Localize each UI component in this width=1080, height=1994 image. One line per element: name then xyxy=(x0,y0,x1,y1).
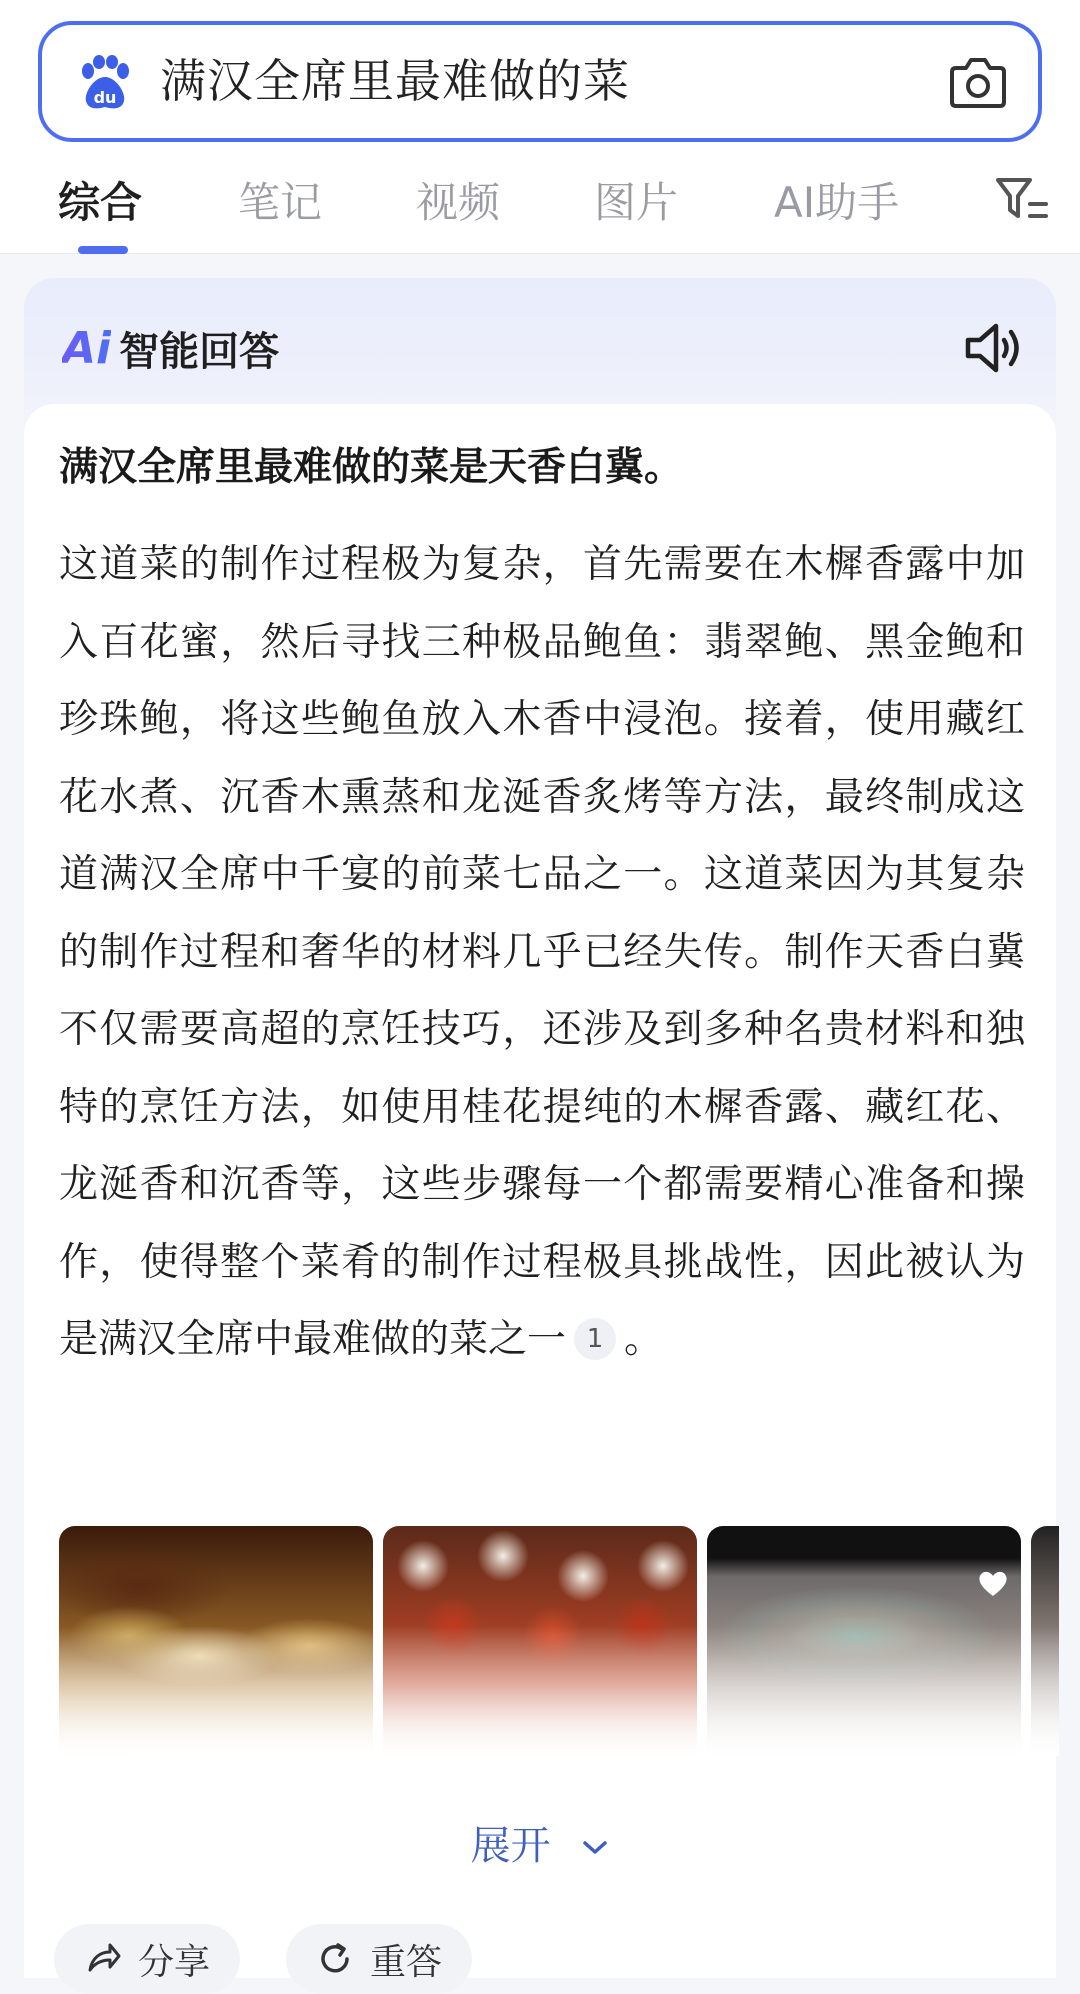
tab-videos[interactable]: 视频 xyxy=(416,178,501,227)
ai-logo: Ai xyxy=(62,322,112,374)
tab-notes[interactable]: 笔记 xyxy=(238,178,323,227)
share-button[interactable] xyxy=(54,1924,240,1994)
citation-badge[interactable]: 1 xyxy=(574,1318,616,1360)
regenerate-button[interactable] xyxy=(286,1924,472,1994)
ai-answer-header xyxy=(62,318,279,378)
tab-all[interactable]: 综合 xyxy=(58,178,143,227)
filter-icon[interactable] xyxy=(994,174,1050,226)
camera-icon[interactable] xyxy=(948,54,1008,110)
tab-ai-assistant[interactable]: AI助手 xyxy=(774,178,900,227)
active-tab-indicator xyxy=(78,246,128,254)
baidu-paw-icon[interactable] xyxy=(76,55,134,113)
gallery-image[interactable] xyxy=(383,1526,697,1756)
ai-answer-card xyxy=(24,278,1056,1983)
ai-answer-body xyxy=(24,404,1056,1983)
gallery-image[interactable] xyxy=(1031,1526,1059,1756)
regenerate-label: 重答 xyxy=(370,1941,443,1983)
heart-icon[interactable] xyxy=(977,1568,1009,1598)
share-label: 分享 xyxy=(138,1941,211,1983)
expand-label: 展开 xyxy=(470,1823,551,1869)
answer-text: 这道菜的制作过程极为复杂，首先需要在木樨香露中加入百花蜜，然后寻找三种极品鲍鱼：翡翠鲍、黑金鲍和珍珠鲍，将这些鲍鱼放入木香中浸泡。接着，使用藏红花水煮、沉香木熏蒸和龙涎香炙烤等方法，最终制成这道满汉全席中千宴的前菜七品之一。这道菜因为其复杂的制作过程和奢华的材料几乎已经失传。制作天香白冀不仅需要高超的烹饪技巧，还涉及到多种名贵材料和独特的烹饪方法，如使用桂花提纯的木樨香露、藏红花、龙涎香和沉香等，这些步骤每一个都需要精心准备和操作，使得整个菜肴的制作过程极具挑战性，因此被认为是满汉全席中最难做的菜之一 xyxy=(59,542,1025,1362)
answer-paragraph xyxy=(59,526,1025,1379)
search-box[interactable] xyxy=(38,21,1042,142)
tab-bar xyxy=(0,160,1080,254)
answer-lead: 满汉全席里最难做的菜是天香白冀。 xyxy=(59,445,684,490)
chevron-down-icon xyxy=(581,1839,609,1857)
svg-text:du: du xyxy=(93,88,117,107)
search-input[interactable]: 满汉全席里最难做的菜 xyxy=(160,54,630,108)
refresh-icon xyxy=(316,1940,354,1978)
speaker-icon[interactable] xyxy=(962,316,1026,380)
tab-images[interactable]: 图片 xyxy=(594,178,679,227)
gallery-image[interactable] xyxy=(707,1526,1021,1756)
search-header xyxy=(0,0,1080,254)
answer-end: 。 xyxy=(624,1317,664,1362)
expand-button[interactable] xyxy=(24,1814,1056,1871)
image-gallery xyxy=(59,1526,1059,1756)
ai-answer-title: 智能回答 xyxy=(119,328,280,375)
share-icon xyxy=(84,1940,122,1978)
gallery-image[interactable] xyxy=(59,1526,373,1756)
